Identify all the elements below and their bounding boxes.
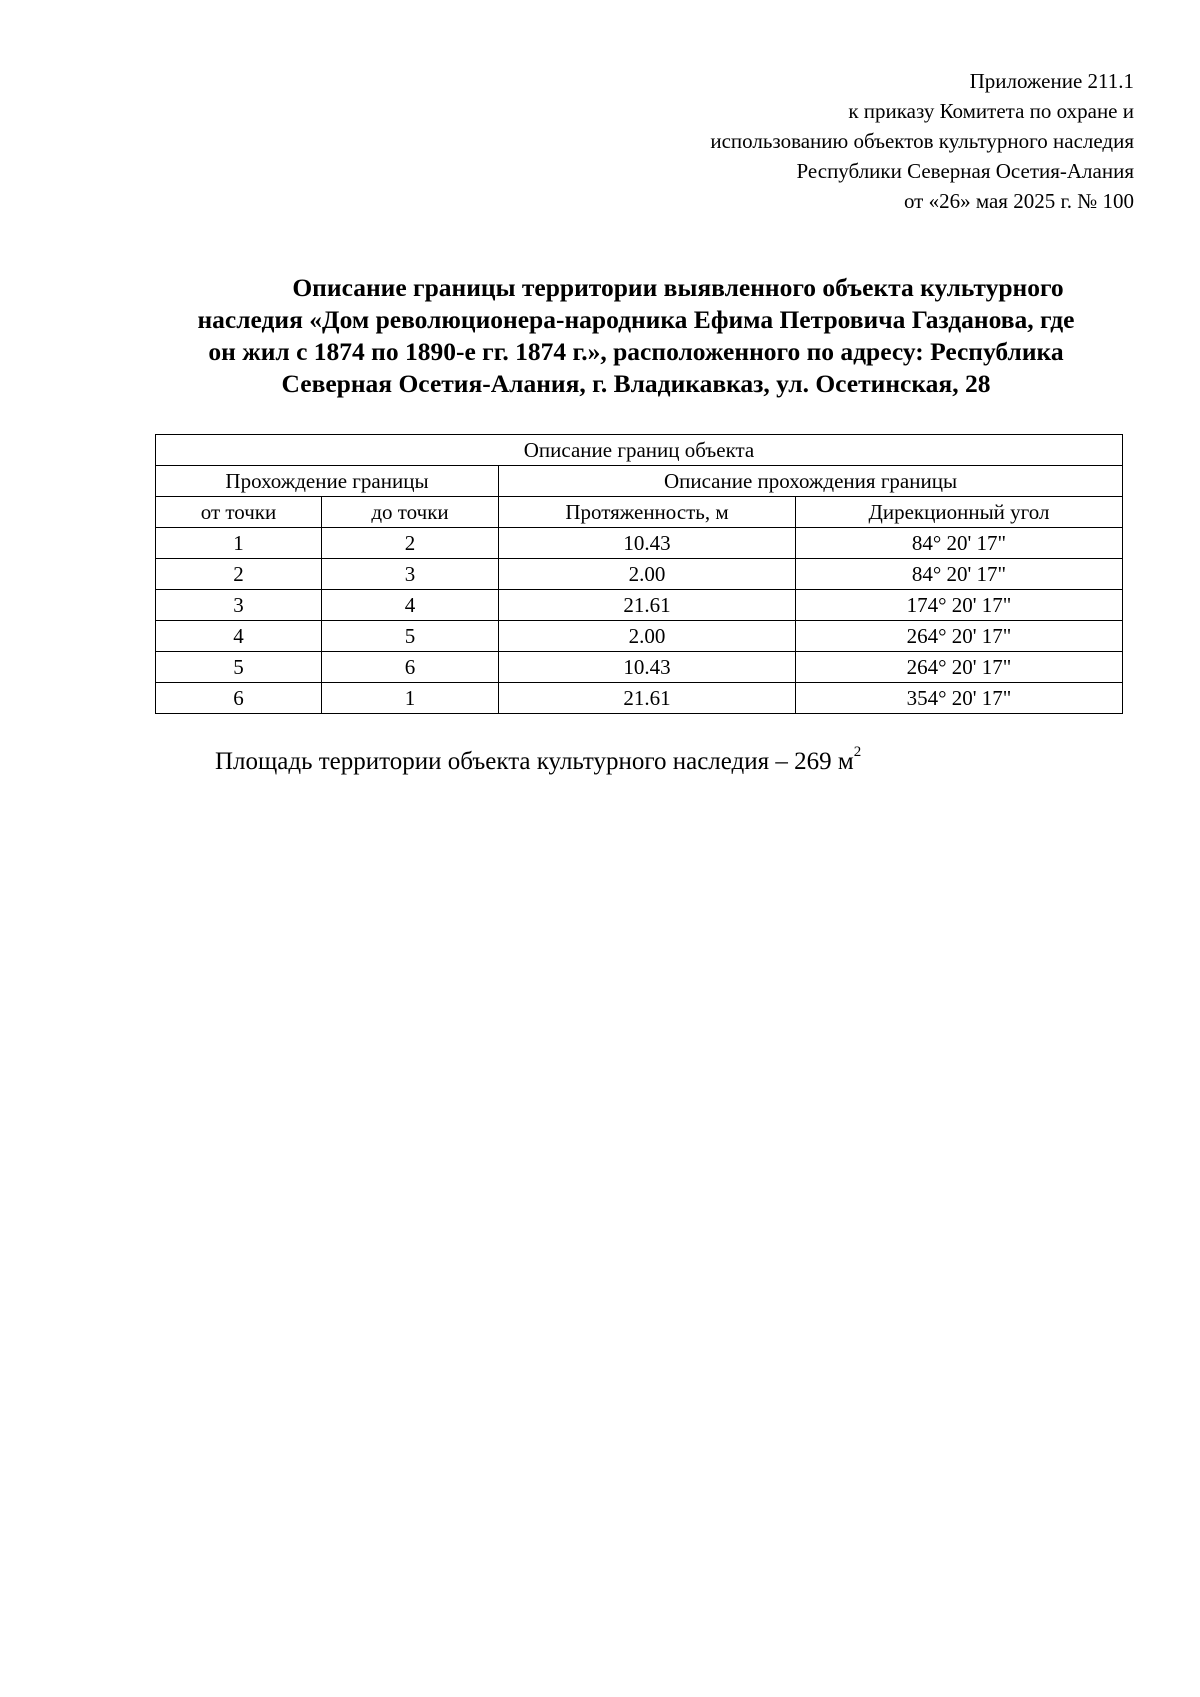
table-cell: 2.00 xyxy=(499,559,796,590)
appendix-line: использованию объектов культурного наследия xyxy=(710,129,1134,153)
table-row xyxy=(156,652,1123,683)
column-header: до точки xyxy=(322,497,499,528)
boundary-table xyxy=(155,434,1123,714)
table-cell: 21.61 xyxy=(499,683,796,714)
table-column-header-row xyxy=(156,497,1123,528)
title-line: Описание границы территории выявленного объекта культурного xyxy=(292,273,1064,302)
table-cell: 1 xyxy=(156,528,322,559)
table-cell: 2 xyxy=(156,559,322,590)
table-group-header-row xyxy=(156,466,1123,497)
appendix-line: от «26» мая 2025 г. № 100 xyxy=(903,189,1134,213)
table-cell: 10.43 xyxy=(499,528,796,559)
table-row xyxy=(156,528,1123,559)
table-caption-row xyxy=(156,435,1123,466)
title-line: он жил с 1874 по 1890-е гг. 1874 г.», расположенного по адресу: Республика xyxy=(208,337,1064,366)
table-cell: 264° 20' 17" xyxy=(796,652,1123,683)
table-cell: 5 xyxy=(156,652,322,683)
column-header: Дирекционный угол xyxy=(796,497,1123,528)
table-cell: 21.61 xyxy=(499,590,796,621)
table-cell: 2 xyxy=(322,528,499,559)
table-row xyxy=(156,621,1123,652)
table-row xyxy=(156,590,1123,621)
area-text: Площадь территории объекта культурного наследия – 269 м xyxy=(215,748,854,775)
table-cell: 2.00 xyxy=(499,621,796,652)
group-header: Прохождение границы xyxy=(156,466,499,497)
table-cell: 84° 20' 17" xyxy=(796,559,1123,590)
area-statement xyxy=(215,743,862,778)
document-title xyxy=(146,272,1126,400)
table-cell: 174° 20' 17" xyxy=(796,590,1123,621)
appendix-line: Приложение 211.1 xyxy=(969,69,1134,93)
table-cell: 10.43 xyxy=(499,652,796,683)
table-cell: 4 xyxy=(156,621,322,652)
table-cell: 5 xyxy=(322,621,499,652)
appendix-header xyxy=(710,66,1134,216)
table-cell: 3 xyxy=(156,590,322,621)
table-cell: 3 xyxy=(322,559,499,590)
column-header: Протяженность, м xyxy=(499,497,796,528)
table-cell: 4 xyxy=(322,590,499,621)
table-row xyxy=(156,683,1123,714)
appendix-line: Республики Северная Осетия-Алания xyxy=(796,159,1134,183)
table-cell: 1 xyxy=(322,683,499,714)
table-cell: 6 xyxy=(322,652,499,683)
table-cell: 264° 20' 17" xyxy=(796,621,1123,652)
table-row xyxy=(156,559,1123,590)
table-cell: 6 xyxy=(156,683,322,714)
table-cell: 84° 20' 17" xyxy=(796,528,1123,559)
table-caption: Описание границ объекта xyxy=(156,435,1123,466)
column-header: от точки xyxy=(156,497,322,528)
title-line: наследия «Дом революционера-народника Ефима Петровича Газданова, где xyxy=(197,305,1075,334)
table-cell: 354° 20' 17" xyxy=(796,683,1123,714)
area-unit-superscript: 2 xyxy=(853,743,862,760)
group-header: Описание прохождения границы xyxy=(499,466,1123,497)
title-line: Северная Осетия-Алания, г. Владикавказ, ул. Осетинская, 28 xyxy=(281,369,991,398)
appendix-line: к приказу Комитета по охране и xyxy=(848,99,1134,123)
